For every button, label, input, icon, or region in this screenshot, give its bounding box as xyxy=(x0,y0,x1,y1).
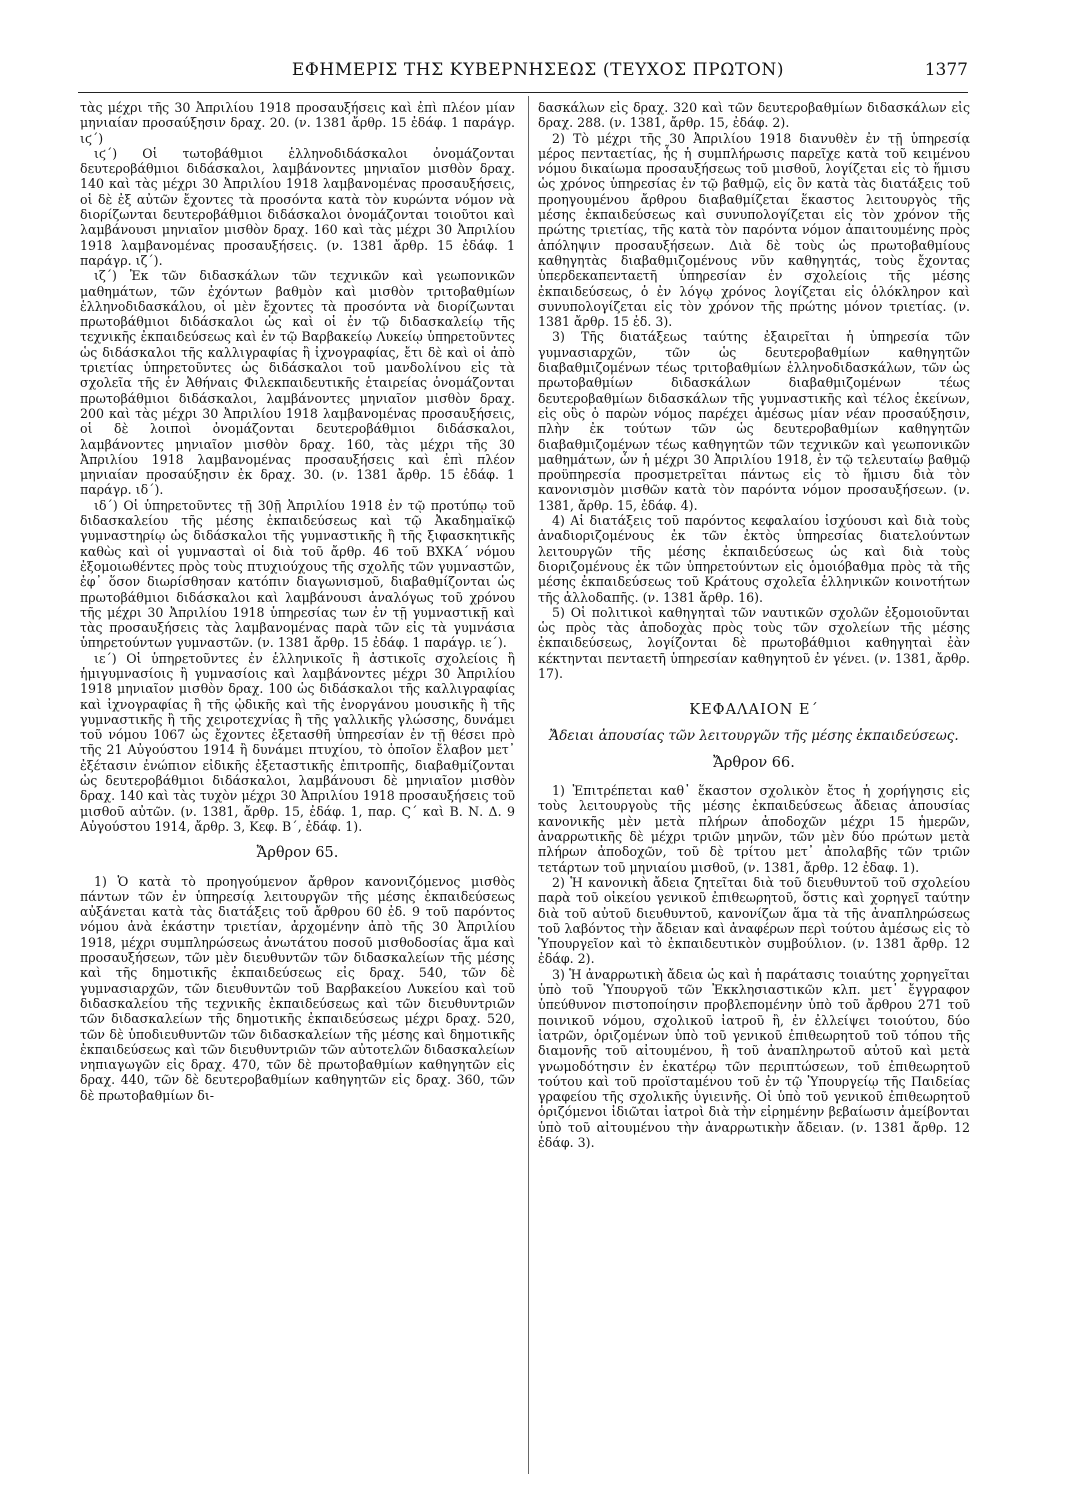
paragraph: 2) Τὸ μέχρι τῆς 30 Ἀπριλίου 1918 διανυθὲν ἐν τῇ ὑπηρεσίᾳ μέρος πενταετίας, ἧς ἡ συμπλήρωσις παρεῖχε κατὰ τοῦ κειμένου νόμου δικαίωμα προσαυξήσεως τοῦ μισθοῦ, λογίζεται εἰς τὸ ἥμισυ ὡς χρόνος ὑπηρεσίας ἐν τῷ βαθμῷ, εἰς ὃν κατὰ τὰς διατάξεις τοῦ προηγουμένου ἄρθρου διαβαθμίζεται ἕκαστος λειτουργὸς τῆς μέσης ἐκπαιδεύσεως καὶ συνυπολογίζεται εἰς τὸν χρόνον τῆς πρώτης τριετίας, τῆς κατὰ τὸν παρόντα νόμον ἀπαιτουμένης πρὸς ἀπόληψιν προσαυξήσεων. Διὰ δὲ τοὺς ὡς πρωτοβαθμίους καθηγητὰς διαβαθμιζομένους νῦν καθηγητάς, τοὺς ἔχοντας ὑπερδεκαπενταετῆ ὑπηρεσίαν ἐν σχολείοις τῆς μέσης ἐκπαιδεύσεως, ὁ ἐν λόγῳ χρόνος λογίζεται εἰς ὁλόκληρον καὶ συνυπολογίζεται εἰς τὸν χρόνον τῆς πρώτης μόνον τριετίας. (ν. 1381 ἄρθρ. 15 ἐδ. 3). xyxy=(538,130,970,330)
chapter-heading: ΚΕΦΑΛΑΙΟΝ Ε΄ xyxy=(689,702,819,719)
paragraph: ιε΄) Οἱ ὑπηρετοῦντες ἐν ἑλληνικοῖς ἢ ἀστικοῖς σχολείοις ἢ ἡμιγυμνασίοις ἢ γυμνασίοις καὶ λαμβάνοντες μέχρι 30 Ἀπριλίου 1918 μηνιαῖον μισθὸν δραχ. 100 ὡς διδάσκαλοι τῆς καλλιγραφίας καὶ ἰχνογραφίας ἢ τῆς ᾠδικῆς καὶ τῆς ἐνοργάνου μουσικῆς ἢ τῆς γυμναστικῆς ἢ τῆς χειροτεχνίας ἢ τῆς γαλλικῆς γλώσσης, δυνάμει τοῦ νόμου 1067 ὡς ἔχοντες ἐξετασθῆ ὑπηρεσίαν ἐν τῇ θέσει πρὸ τῆς 21 Αὐγούστου 1914 ἢ δυνάμει πτυχίου, τὸ ὁποῖον ἔλαβον μετ᾽ ἐξέτασιν ἐνώπιον εἰδικῆς ἐξεταστικῆς ἐπιτροπῆς, διαβαθμίζονται ὡς δευτεροβάθμιοι διδάσκαλοι, λαμβάνουσι δὲ μηνιαῖον μισθὸν δραχ. 140 καὶ τὰς τυχὸν μέχρι 30 Ἀπριλίου 1918 προσαυξήσεις τοῦ μισθοῦ αὐτῶν. (ν. 1381, ἄρθρ. 15, ἐδάφ. 1, παρ. Ϛ΄ καὶ Β. Ν. Δ. 9 Αὐγούστου 1914, ἄρθρ. 3, Κεφ. Β΄, ἐδάφ. 1). xyxy=(80,650,515,834)
paragraph: 4) Αἱ διατάξεις τοῦ παρόντος κεφαλαίου ἰσχύουσι καὶ διὰ τοὺς ἀναδιοριζομένους ἐκ τῶν ἐκτὸς ὑπηρεσίας διατελούντων λειτουργῶν τῆς μέσης ἐκπαιδεύσεως ὡς καὶ διὰ τοὺς διοριζομένους ἐκ τῶν ὑπηρετούντων εἰς ὁμοιόβαθμα πρὸς τὰ τῆς μέσης ἐκπαιδεύσεως τοῦ Κράτους σχολεῖα ἑλληνικῶν κοινοτήτων τῆς ἀλλοδαπῆς. (ν. 1381 ἄρθρ. 16). xyxy=(538,513,970,605)
left-column xyxy=(80,100,515,1470)
paragraph: 1) Ὁ κατὰ τὸ προηγούμενον ἄρθρον κανονιζόμενος μισθὸς πάντων τῶν ἐν ὑπηρεσίᾳ λειτουργῶν τῆς μέσης ἐκπαιδεύσεως αὐξάνεται κατὰ τὰς διατάξεις τοῦ ἄρθρου 60 ἐδ. 9 τοῦ παρόντος νόμου ἀνὰ ἑκάστην τριετίαν, ἀρχομένην ἀπὸ τῆς 30 Ἀπριλίου 1918, μέχρι συμπληρώσεως ἀνωτάτου ποσοῦ μισθοδοσίας ἅμα καὶ προσαυξήσεων, τῶν μὲν διευθυντῶν τῶν διδασκαλείων τῆς μέσης καὶ τῆς δημοτικῆς ἐκπαιδεύσεως εἰς δραχ. 540, τῶν δὲ γυμνασιαρχῶν, τῶν διευθυντῶν τοῦ Βαρβακείου Λυκείου καὶ τοῦ διδασκαλείου τῆς τεχνικῆς ἐκπαιδεύσεως καὶ τῶν διευθυντριῶν τῶν διδασκαλείων τῆς δημοτικῆς ἐκπαιδεύσεως μέχρι δραχ. 520, τῶν δὲ ὑποδιευθυντῶν τῶν διδασκαλείων τῆς μέσης καὶ δημοτικῆς ἐκπαιδεύσεως καὶ τῶν διευθυντριῶν τῶν αὐτοτελῶν διδασκαλείων νηπιαγωγῶν εἰς δραχ. 470, τῶν δὲ πρωτοβαθμίων καθηγητῶν εἰς δραχ. 440, τῶν δὲ δευτεροβαθμίων καθηγητῶν εἰς δραχ. 360, τῶν δὲ πρωτοβαθμίων δι- xyxy=(80,873,515,1103)
paragraph: ιζ΄) Ἐκ τῶν διδασκάλων τῶν τεχνικῶν καὶ γεωπονικῶν μαθημάτων, τῶν ἐχόντων βαθμὸν καὶ μισθὸν τριτοβαθμίων ἑλληνοδιδασκάλου, οἱ μὲν ἔχοντες τὰ προσόντα νὰ διορίζωνται πρωτοβάθμιοι διδάσκαλοι ὡς καὶ οἱ ἐν τῷ διδασκαλείῳ τῆς τεχνικῆς ἐκπαιδεύσεως καὶ ἐν τῷ Βαρβακείῳ Λυκείῳ ὑπηρετοῦντες ὡς διδάσκαλοι τῆς καλλιγραφίας ἢ ἰχνογραφίας, ἔτι δὲ καὶ οἱ ἀπὸ τριετίας ὑπηρετοῦντες ὡς διδάσκαλοι τοῦ μανδολίνου εἰς τὰ σχολεῖα τῆς ἐν Ἀθήναις Φιλεκπαιδευτικῆς ἑταιρείας ὀνομάζονται πρωτοβάθμιοι διδάσκαλοι, λαμβάνοντες μηνιαῖον μισθὸν δραχ. 200 καὶ τὰς μέχρι 30 Ἀπριλίου 1918 λαμβανομένας προσαυξήσεις, οἱ δὲ λοιποὶ ὀνομάζονται δευτεροβάθμιοι διδάσκαλοι, λαμβάνοντες μηνιαῖον μισθὸν δραχ. 160, τὰς μέχρι τῆς 30 Ἀπριλίου 1918 λαμβανομένας προσαυξήσεις καὶ ἐπὶ πλέον μηνιαίαν προσαύξησιν ἐκ δραχ. 30. (ν. 1381 ἄρθρ. 15 ἐδάφ. 1 παράγρ. ιδ΄). xyxy=(80,268,515,498)
paragraph: δασκάλων εἰς δραχ. 320 καὶ τῶν δευτεροβαθμίων διδασκάλων εἰς δραχ. 288. (ν. 1381, ἄρθρ. 15, ἐδάφ. 2). xyxy=(538,100,970,131)
paragraph: 3) Τῆς διατάξεως ταύτης ἐξαιρεῖται ἡ ὑπηρεσία τῶν γυμνασιαρχῶν, τῶν ὡς δευτεροβαθμίων καθηγητῶν διαβαθμιζομένων τέως τριτοβαθμίων ἑλληνοδιδασκάλων, τῶν ὡς πρωτοβαθμίων διδασκάλων διαβαθμιζομένων τέως δευτεροβαθμίων διδασκάλων τῆς γυμναστικῆς καὶ τέλος ἐκείνων, εἰς οὓς ὁ παρὼν νόμος παρέχει ἀμέσως μίαν νέαν προσαύξησιν, πλὴν ἐκ τούτων τῶν ὡς δευτεροβαθμίων καθηγητῶν διαβαθμιζομένων τέως καθηγητῶν τῶν τεχνικῶν καὶ γεωπονικῶν μαθημάτων, ὧν ἡ μέχρι 30 Ἀπριλίου 1918, ἐν τῷ τελευταίῳ βαθμῷ προϋπηρεσία προσμετρεῖται πάντως εἰς τὸ ἥμισυ διὰ τὸν κανονισμὸν μισθῶν κατὰ τὸν παρόντα νόμον προσαυξήσεων. (ν. 1381, ἄρθρ. 15, ἐδάφ. 4). xyxy=(538,329,970,513)
paragraph: 2) Ἡ κανονικὴ ἄδεια ζητεῖται διὰ τοῦ διευθυντοῦ τοῦ σχολείου παρὰ τοῦ οἰκείου γενικοῦ ἐπιθεωρητοῦ, ὅστις καὶ χορηγεῖ ταύτην διὰ τοῦ αὐτοῦ διευθυντοῦ, κανονίζων ἅμα τὰ τῆς ἀναπληρώσεως τοῦ λαβόντος τὴν ἄδειαν καὶ ἀναφέρων περὶ τούτου ἀμέσως εἰς τὸ Ὑπουργεῖον καὶ τὸ ἐκπαιδευτικὸν συμβούλιον. (ν. 1381 ἄρθρ. 12 ἐδάφ. 2). xyxy=(538,874,970,967)
paragraph: τὰς μέχρι τῆς 30 Ἀπριλίου 1918 προσαυξήσεις καὶ ἐπὶ πλέον μίαν μηνιαίαν προσαύξησιν δραχ. 20. (ν. 1381 ἄρθρ. 15 ἐδάφ. 1 παράγρ. ιϛ΄) xyxy=(80,100,515,146)
article-66-heading: Ἄρθρον 66. xyxy=(713,754,795,771)
paragraph: 3) Ἡ ἀναρρωτικὴ ἄδεια ὡς καὶ ἡ παράτασις τοιαύτης χορηγεῖται ὑπὸ τοῦ Ὑπουργοῦ τῶν Ἐκκλησιαστικῶν κλπ. μετ᾽ ἔγγραφον ὑπεύθυνον πιστοποίησιν προβλεπομένην ὑπὸ τοῦ ἄρθρου 271 τοῦ ποινικοῦ νόμου, σχολικοῦ ἰατροῦ ἢ, ἐν ἐλλείψει τοιούτου, δύο ἰατρῶν, ὁριζομένων ὑπὸ τοῦ γενικοῦ ἐπιθεωρητοῦ τοῦ τόπου τῆς διαμονῆς τοῦ αἰτουμένου, ἢ τοῦ ἀναπληρωτοῦ αὐτοῦ καὶ μετὰ γνωμοδότησιν ἐν ἑκατέρῳ τῶν περιπτώσεων, τοῦ ἐπιθεωρητοῦ τούτου καὶ τοῦ προϊσταμένου τοῦ ἐν τῷ Ὑπουργείῳ τῆς Παιδείας γραφείου τῆς σχολικῆς ὑγιεινῆς. Οἱ ὑπὸ τοῦ γενικοῦ ἐπιθεωρητοῦ ὁριζόμενοι ἰδιῶται ἰατροὶ διὰ τὴν εἰρημένην βεβαίωσιν ἀμείβονται ὑπὸ τοῦ αἰτουμένου τὴν ἀναρρωτικὴν ἄδειαν. (ν. 1381 ἄρθρ. 12 ἐδάφ. 3). xyxy=(538,966,970,1150)
paragraph: ιδ΄) Οἱ ὑπηρετοῦντες τῇ 30ῇ Ἀπριλίου 1918 ἐν τῷ προτύπῳ τοῦ διδασκαλείου τῆς μέσης ἐκπαιδεύσεως καὶ τῷ Ἀκαδημαϊκῷ γυμναστηρίῳ ὡς διδάσκαλοι τῆς γυμναστικῆς ἢ τῆς ξιφασκητικῆς καθὼς καὶ οἱ γυμνασταὶ οἱ διὰ τοῦ ἄρθρ. 46 τοῦ ΒΧΚΑ΄ νόμου ἐξομοιωθέντες πρὸς τοὺς πτυχιούχους τῆς σχολῆς τῶν γυμναστῶν, ἐφ᾽ ὅσον διωρίσθησαν κατόπιν διαγωνισμοῦ, διαβαθμίζονται ὡς πρωτοβάθμιοι διδάσκαλοι καὶ λαμβάνουσι ἀναλόγως τοῦ χρόνου τῆς μέχρι 30 Ἀπριλίου 1918 ὑπηρεσίας των ἐν τῇ γυμναστικῇ καὶ τὰς προσαυξήσεις τὰς λαμβανομένας παρὰ τῶν εἰς τὰ γυμνάσια ὑπηρετούντων γυμναστῶν. (ν. 1381 ἄρθρ. 15 ἐδάφ. 1 παράγρ. ιε΄). xyxy=(80,497,515,651)
page-number: 1377 xyxy=(924,60,968,80)
chapter-subtitle: Ἄδειαι ἀπουσίας τῶν λειτουργῶν τῆς μέσης ἐκπαιδεύσεως. xyxy=(549,727,959,744)
header-rule xyxy=(78,92,968,93)
right-column xyxy=(538,100,970,1470)
paragraph: 5) Οἱ πολιτικοὶ καθηγηταὶ τῶν ναυτικῶν σχολῶν ἐξομοιοῦνται ὡς πρὸς τὰς ἀποδοχὰς πρὸς τοὺς τῶν σχολείων τῆς μέσης ἐκπαιδεύσεως, λογίζονται δὲ πρωτοβάθμιοι καθηγηταὶ ἐὰν κέκτηνται πενταετῆ ὑπηρεσίαν καθηγητοῦ ἐν γένει. (ν. 1381, ἄρθρ. 17). xyxy=(538,604,970,681)
article-65-heading: Ἄρθρον 65. xyxy=(256,845,339,862)
gazette-title: ΕΦΗΜΕΡΙΣ ΤΗΣ ΚΥΒΕΡΝΗΣΕΩΣ (ΤΕΥΧΟΣ ΠΡΩΤΟΝ) xyxy=(291,60,785,80)
paragraph: ιϛ΄) Οἱ τωτοβάθμιοι ἑλληνοδιδάσκαλοι ὀνομάζονται δευτεροβάθμιοι διδάσκαλοι, λαμβάνοντες μηνιαῖον μισθὸν δραχ. 140 καὶ τὰς μέχρι 30 Ἀπριλίου 1918 λαμβανομένας προσαυξήσεις, οἱ δὲ ἐξ αὐτῶν ἔχοντες τὰ προσόντα κατὰ τὸν κυρώντα νόμον νὰ διορίζωνται δευτεροβάθμιοι διδάσκαλοι ὀνομάζονται τοιοῦτοι καὶ λαμβάνουσι μηνιαῖον μισθὸν δραχ. 160 καὶ τὰς μέχρι 30 Ἀπριλίου 1918 λαμβανομένας προσαυξήσεις. (ν. 1381 ἄρθρ. 15 ἐδάφ. 1 παράγρ. ιζ΄). xyxy=(80,145,515,268)
paragraph: 1) Ἐπιτρέπεται καθ᾽ ἕκαστον σχολικὸν ἔτος ἡ χορήγησις εἰς τοὺς λειτουργοὺς τῆς μέσης ἐκπαιδεύσεως ἄδειας ἀπουσίας κανονικῆς μὲν μετὰ πλήρων ἀποδοχῶν μέχρι 15 ἡμερῶν, ἀναρρωτικῆς δὲ μέχρι τριῶν μηνῶν, τῶν μὲν δύο πρώτων μετὰ πλήρων ἀποδοχῶν, τοῦ δὲ τρίτου μετ᾽ ἀπολαβῆς τῶν τριῶν τετάρτων τοῦ μηνιαίου μισθοῦ, (ν. 1381, ἄρθρ. 12 ἐδαφ. 1). xyxy=(538,783,970,875)
page-header xyxy=(78,60,968,90)
column-divider xyxy=(528,96,529,1474)
